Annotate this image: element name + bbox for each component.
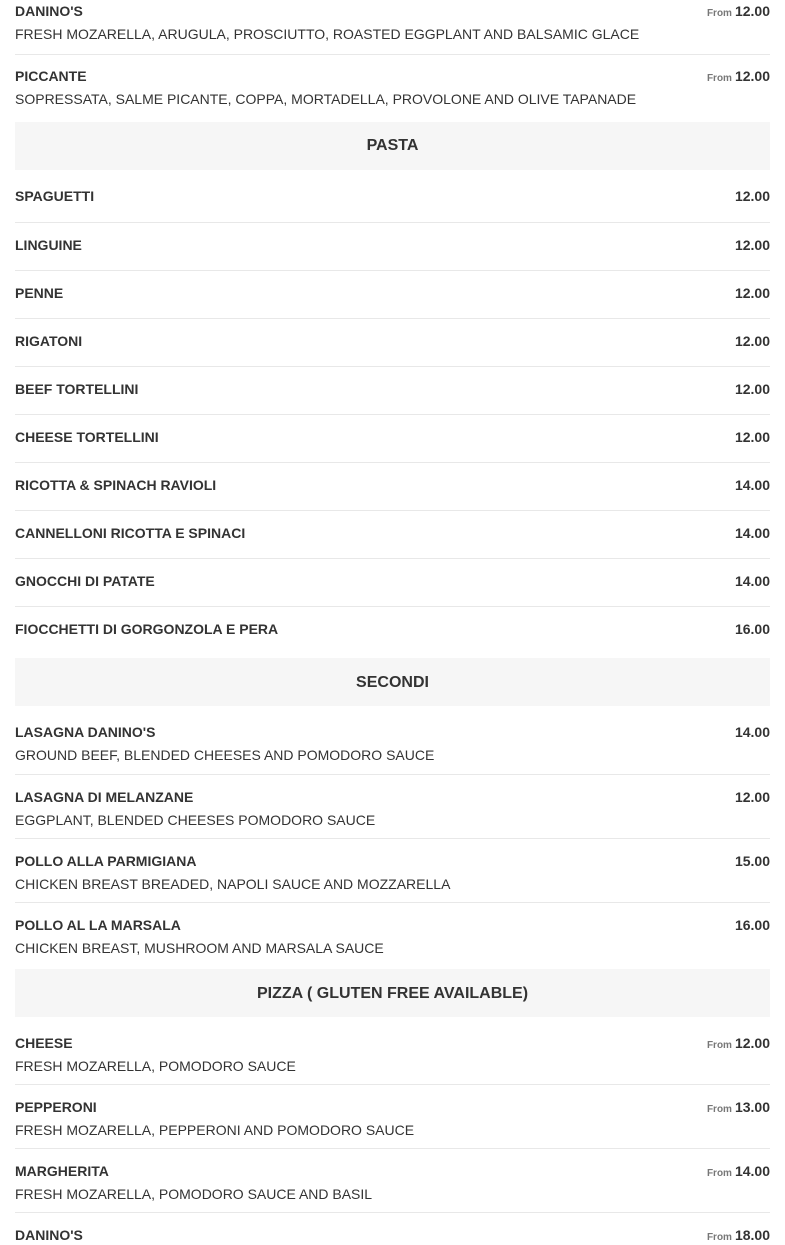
item-price: 14.00	[734, 525, 770, 541]
price-value: 12.00	[734, 68, 770, 84]
item-price: 12.00	[734, 381, 770, 397]
item-name: LINGUINE	[15, 237, 82, 253]
item-description: FRESH MOZARELLA, PEPPERONI AND POMODORO SAUCE	[15, 1122, 415, 1138]
menu-item[interactable]	[15, 1149, 770, 1213]
item-description: FRESH MOZARELLA, POMODORO SAUCE	[15, 1058, 296, 1074]
item-name: RIGATONI	[15, 333, 83, 349]
item-description: SOPRESSATA, SALME PICANTE, COPPA, MORTADELLA, PROVOLONE AND OLIVE TAPANADE	[15, 91, 637, 107]
item-description: CHICKEN BREAST BREADED, NAPOLI SAUCE AND MOZZARELLA	[15, 876, 451, 892]
menu-item[interactable]	[15, 0, 770, 55]
item-price	[707, 1164, 770, 1181]
price-prefix: From	[706, 1104, 732, 1115]
menu-item[interactable]	[15, 319, 770, 367]
menu-item[interactable]	[15, 170, 770, 223]
item-price: 14.00	[734, 573, 770, 589]
item-price: 12.00	[734, 333, 770, 349]
section-header-pizza	[15, 969, 770, 1017]
item-price	[707, 69, 770, 86]
menu-item[interactable]	[15, 223, 770, 271]
menu-item[interactable]	[15, 55, 770, 122]
item-name: GNOCCHI DI PATATE	[15, 573, 155, 589]
menu-item[interactable]	[15, 271, 770, 319]
menu-item[interactable]	[15, 706, 770, 775]
item-price: 12.00	[734, 237, 770, 253]
item-name: FIOCCHETTI DI GORGONZOLA E PERA	[15, 621, 279, 637]
item-name: POLLO AL LA MARSALA	[15, 917, 181, 933]
menu-item[interactable]	[15, 1213, 770, 1243]
price-prefix: From	[706, 1168, 732, 1179]
section-title: SECONDI	[356, 674, 429, 691]
item-name: BEEF TORTELLINI	[15, 381, 139, 397]
price-prefix: From	[706, 1040, 732, 1051]
item-description: GROUND BEEF, BLENDED CHEESES AND POMODORO SAUCE	[15, 747, 435, 763]
section-header-secondi	[15, 658, 770, 706]
price-prefix: From	[706, 1232, 732, 1243]
section-header-pasta	[15, 122, 770, 170]
item-price: 12.00	[734, 429, 770, 445]
item-price	[707, 4, 770, 21]
section-title: PIZZA ( GLUTEN FREE AVAILABLE)	[256, 985, 529, 1002]
item-name: RICOTTA & SPINACH RAVIOLI	[15, 477, 217, 493]
item-name: SPAGUETTI	[15, 188, 95, 204]
item-name: PICCANTE	[15, 68, 87, 84]
item-name: LASAGNA DI MELANZANE	[15, 789, 194, 805]
item-name: CHEESE	[15, 1035, 73, 1051]
item-name: MARGHERITA	[15, 1163, 109, 1179]
item-price	[707, 1228, 770, 1245]
item-name: POLLO ALLA PARMIGIANA	[15, 853, 197, 869]
item-price: 16.00	[734, 917, 770, 933]
item-price: 12.00	[734, 789, 770, 805]
item-price: 12.00	[734, 188, 770, 204]
item-name: CANNELLONI RICOTTA E SPINACI	[15, 525, 246, 541]
price-value: 14.00	[734, 1163, 770, 1179]
item-name: DANINO'S	[15, 3, 83, 19]
item-name: LASAGNA DANINO'S	[15, 724, 156, 740]
item-price	[707, 1036, 770, 1053]
item-description: FRESH MOZARELLA, POMODORO SAUCE AND BASIL	[15, 1186, 373, 1202]
item-name: PENNE	[15, 285, 64, 301]
menu-item[interactable]	[15, 1085, 770, 1149]
item-description: FRESH MOZARELLA, ARUGULA, PROSCIUTTO, ROASTED EGGPLANT AND BALSAMIC GLACE	[15, 26, 640, 42]
menu-item[interactable]	[15, 1017, 770, 1085]
item-description: CHICKEN BREAST, MUSHROOM AND MARSALA SAUCE	[15, 940, 384, 956]
item-price: 15.00	[734, 853, 770, 869]
item-price: 14.00	[734, 477, 770, 493]
menu-item[interactable]	[15, 903, 770, 969]
menu-item[interactable]	[15, 367, 770, 415]
menu-item[interactable]	[15, 511, 770, 559]
menu-item[interactable]	[15, 559, 770, 607]
price-prefix: From	[706, 8, 732, 19]
item-price: 16.00	[734, 621, 770, 637]
menu-item[interactable]	[15, 775, 770, 839]
menu	[15, 0, 770, 1243]
item-name: PEPPERONI	[15, 1099, 97, 1115]
item-price: 14.00	[734, 724, 770, 740]
price-value: 12.00	[734, 3, 770, 19]
price-value: 13.00	[734, 1099, 770, 1115]
item-name: DANINO'S	[15, 1227, 83, 1243]
item-price: 12.00	[734, 285, 770, 301]
item-description: EGGPLANT, BLENDED CHEESES POMODORO SAUCE	[15, 812, 376, 828]
price-value: 12.00	[734, 1035, 770, 1051]
section-title: PASTA	[366, 137, 419, 154]
menu-item[interactable]	[15, 839, 770, 903]
item-name: CHEESE TORTELLINI	[15, 429, 159, 445]
price-value: 18.00	[734, 1227, 770, 1243]
menu-item[interactable]	[15, 463, 770, 511]
item-price	[707, 1100, 770, 1117]
menu-item[interactable]	[15, 415, 770, 463]
menu-item[interactable]	[15, 607, 770, 658]
price-prefix: From	[706, 73, 732, 84]
